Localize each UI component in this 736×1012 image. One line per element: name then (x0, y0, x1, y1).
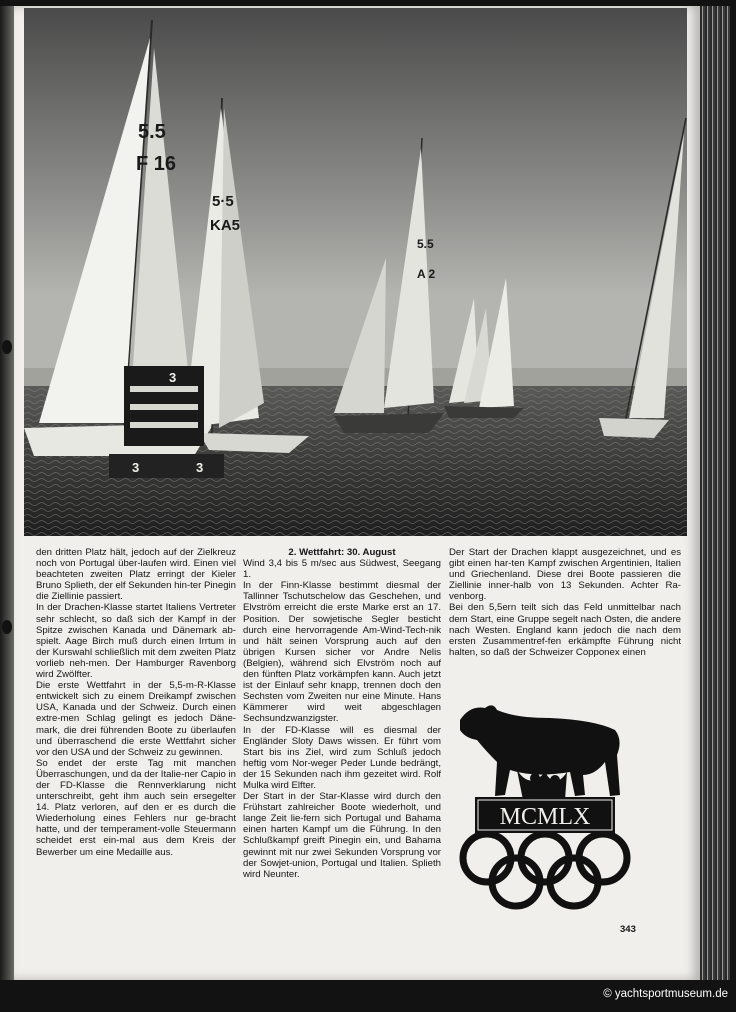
page-left-edge (0, 6, 14, 980)
sail-number-5-5: 5.5 (138, 121, 166, 143)
paragraph: In der FD-Klasse will es diesmal der Engländer Sloty Daws wissen. Er führt vom Start bis ins Ziel, wird zum Schluß jedoch heftig vom Nor-weger Peder Lunde bedrängt, der 15 Sekunden nach ihm gezeitet wird. Rolf Mulka wird Elfter. (243, 724, 441, 791)
sail-number-5-5-b: 5·5 (212, 193, 234, 210)
paragraph: Die erste Wettfahrt in der 5,5-m-R-Klasse entwickelt sich zu einem Dreikampf zwischen USA, Kanada und der Schweiz. Durch einen extre-men Schlag gelingt es jedoch Däne-mark, die drei führenden Boote zu überlaufen und überraschend die erste Wettfahrt sicher vor den USA und der Schweiz zu gewinnen. (36, 680, 236, 758)
paragraph: Der Start der Drachen klappt ausgezeichnet, und es gibt einen har-ten Kampf zwischen Argentinien, Italien und Griechenland. Diese drei Boote passieren die Ziellinie inner-halb von 13 Sekunden. Achter Ra-venborg. (449, 547, 681, 603)
watermark-credit: © yachtsportmuseum.de (603, 988, 728, 1000)
paragraph: den dritten Platz hält, jedoch auf der Zielkreuz noch von Portugal über-laufen wird. Einen viel beachteten zweiten Platz erringt der Kieler Bruno Splieth, der elf Sekunden hin-ter Pinegin die Ziellinie passiert. (36, 547, 236, 603)
section-heading: 2. Wettfahrt: 30. August (288, 547, 396, 558)
olympic-rings-icon (463, 834, 627, 906)
sail-number-f16: F 16 (136, 153, 177, 175)
buoy-mark-top: 3 (169, 370, 177, 385)
buoy-mark-left: 3 (132, 460, 140, 475)
roman-year-text: MCMLX (499, 804, 591, 830)
sail-number-a2: A 2 (417, 267, 436, 281)
regatta-photo (24, 8, 687, 536)
binder-hole-bottom (2, 620, 12, 634)
article-column-3 (449, 547, 681, 658)
paragraph: Wind 3,4 bis 5 m/sec aus Südwest, Seegang 1. (243, 558, 441, 581)
paragraph: Der Start in der Star-Klasse wird durch den Frühstart zahlreicher Boote wiederholt, und lange Zeit lie-fern sich Portugal und Bahama einen harten Kampf um die Führung. In den Schlußkampf greift Pinegin ein, und Bahama gewinnt mit nur zwei Sekunden Vorsprung vor der Sowjet-union, Portugal und Italien. Splieth wird Neunter. (243, 791, 441, 880)
buoy-mark-right: 3 (196, 460, 204, 475)
olympic-rome-emblem (455, 700, 635, 915)
sail-number-ka5: KA5 (210, 217, 241, 234)
paragraph: In der Finn-Klasse bestimmt diesmal der Tallinner Tschutschelow das Geschehen, und Elvström erreicht die erste Marke erst an 17. Position. Der sowjetische Segler besticht durch eine hervorragende Am-Wind-Tech-nik und hält seinen Vorsprung auch auf den übrigen Kursen sicher vor Andre Nelis (Belgien), während sich Elvström noch auf den fünften Platz vorkämpfen kann. Auch jetzt ist der Einlauf sehr knapp, trennen doch den Sechsten vom Zweiten nur eine Minute. Hans Kämmerer wird weit abgeschlagen Sechsundzwanzigster. (243, 580, 441, 725)
page-number: 343 (620, 924, 636, 935)
sail-number-5-5-c: 5.5 (417, 237, 434, 251)
paragraph: In der Drachen-Klasse startet Italiens Vertreter sehr schlecht, so daß sich der Kampf in der Spitze zwischen Kanada und Dänemark ab-spielt. Aage Birch muß durch einen Irrtum in der Kurswahl schließlich mit dem zweiten Platz vorlieb neh-men. Der Hamburger Ravenborg wird Zwölfter. (36, 602, 236, 681)
binder-hole-top (2, 340, 12, 354)
paragraph: Bei den 5,5ern teilt sich das Feld unmittelbar nach dem Start, eine Gruppe segelt nach Osten, die andere nach Westen. England kann jedoch die nach dem ersten Zusammentref-fen erkämpfte Führung nicht halten, so daß der Schweizer Copponex einen (449, 602, 681, 658)
article-column-2 (243, 547, 441, 880)
paragraph: So endet der erste Tag mit manchen Überraschungen, und da der Italie-ner Capio in der FD-Klasse die Rennverklarung nicht unterschreibt, geht ihm auch sein ersegelter 14. Platz verloren, auf den er es durch die Wiederholung eines Fehlers nur ge-bracht hatte, und der temperament-volle Steuermann scheidet erst ein-mal aus dem Kreis der Bewerber um eine Medaille aus. (36, 757, 236, 858)
article-column-1 (36, 547, 236, 858)
book-spine (700, 6, 730, 980)
wolf-icon (460, 705, 620, 800)
